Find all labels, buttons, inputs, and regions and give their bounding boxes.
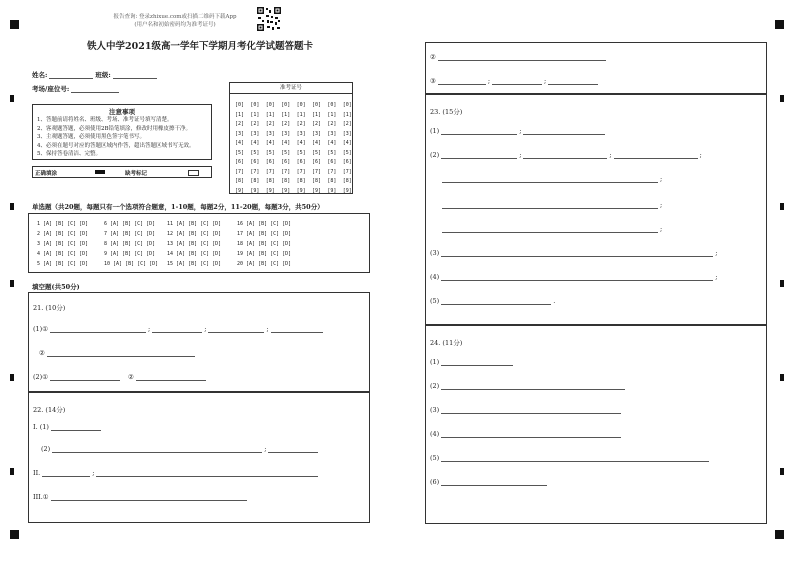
q24-part5: [430, 454, 711, 462]
exam-id-bubble[interactable]: [3]: [296, 130, 306, 137]
exam-id-column: [326, 101, 337, 196]
exam-id-bubble[interactable]: [3]: [234, 130, 245, 137]
q23-answer-2[interactable]: [523, 127, 605, 135]
exam-id-bubble[interactable]: [5]: [296, 149, 306, 156]
exam-id-bubble[interactable]: [8]: [234, 178, 245, 184]
mcq-item[interactable]: 20 [A] [B] [C] [D]: [237, 261, 292, 267]
exam-id-column: [265, 101, 276, 196]
exam-id-bubble[interactable]: [3]: [311, 130, 322, 137]
report-note-line2: (用户名和初始密码均为准考证号): [134, 22, 216, 28]
exam-id-bubble[interactable]: [2]: [311, 121, 322, 127]
continued-part2: [430, 53, 608, 61]
q24-part1-label: (1): [430, 358, 440, 366]
q22-part2: (2) ;: [41, 445, 320, 453]
continued-answer-3[interactable]: [492, 77, 542, 85]
q21-answer-6[interactable]: [50, 373, 120, 381]
timing-mark: [780, 374, 784, 381]
exam-id-bubble[interactable]: [6]: [296, 159, 306, 165]
name-class-row: [32, 70, 159, 79]
exam-id-bubble[interactable]: [7]: [234, 168, 245, 175]
q23-part4-label: (4): [430, 273, 440, 281]
q21-answer-1[interactable]: [50, 325, 146, 333]
exam-id-bubble[interactable]: [2]: [281, 121, 291, 127]
exam-id-bubble[interactable]: [1]: [296, 111, 306, 118]
exam-id-bubble[interactable]: [8]: [342, 178, 352, 184]
q23-answer-11[interactable]: [441, 297, 551, 305]
q23-answer-9[interactable]: [441, 249, 713, 257]
exam-id-column: [280, 101, 291, 196]
mcq-box: [28, 213, 370, 273]
q24-part4-label: (4): [430, 430, 440, 438]
q23-part5: (5) .: [430, 297, 556, 305]
exam-id-bubble[interactable]: [9]: [311, 187, 322, 194]
mcq-item[interactable]: 13 [A] [B] [C] [D]: [167, 241, 222, 247]
exam-id-bubble[interactable]: [1]: [250, 111, 260, 118]
exam-id-column: [249, 101, 260, 196]
q21-answer-2[interactable]: [152, 325, 202, 333]
notice-item: 1、答题前请将姓名、班级、考场、准考证号填写清楚。: [37, 117, 173, 123]
q23-part1: (1) ;: [430, 127, 607, 135]
q22-answer-4[interactable]: [42, 469, 90, 477]
q22-part3-label: II.: [33, 469, 41, 477]
timing-mark: [780, 468, 784, 475]
q23-answer-3[interactable]: [441, 151, 517, 159]
timing-mark: [780, 203, 784, 210]
exam-id-bubble[interactable]: [9]: [234, 187, 245, 194]
exam-id-bubble[interactable]: [3]: [281, 130, 291, 137]
mcq-heading: 单选题（共20题，每题只有一个选项符合题意，1-10题，每题2分，11-20题，每题3分，共50分）: [32, 203, 324, 211]
mcq-item[interactable]: 3 [A] [B] [C] [D]: [37, 241, 89, 247]
q23-part3: (3) ;: [430, 249, 718, 257]
exam-id-bubble[interactable]: [6]: [327, 159, 337, 165]
corner-mark-br: [775, 530, 784, 539]
exam-id-bubble[interactable]: [9]: [281, 187, 291, 194]
timing-mark: [10, 95, 14, 102]
q21-answer-7[interactable]: [136, 373, 206, 381]
exam-id-bubble[interactable]: [0]: [327, 102, 337, 108]
exam-id-bubble[interactable]: [0]: [265, 102, 275, 108]
mcq-item[interactable]: 5 [A] [B] [C] [D]: [37, 261, 89, 267]
exam-id-column: [234, 101, 245, 196]
exam-id-bubble[interactable]: [2]: [327, 121, 337, 127]
notice-box: [32, 104, 212, 160]
q22-answer-1[interactable]: [51, 423, 101, 431]
corner-mark-tl: [10, 20, 19, 29]
q24-part6-label: (6): [430, 478, 440, 486]
exam-id-bubble[interactable]: [5]: [311, 149, 322, 156]
exam-id-bubble[interactable]: [3]: [327, 130, 337, 137]
continued-answer-1[interactable]: [438, 53, 606, 61]
q23-answer-4[interactable]: [523, 151, 607, 159]
q24-box: [425, 325, 767, 524]
notice-list: [37, 116, 207, 159]
mcq-item[interactable]: 6 [A] [B] [C] [D]: [104, 221, 156, 227]
exam-id-bubble[interactable]: [2]: [342, 121, 352, 127]
mcq-item[interactable]: 18 [A] [B] [C] [D]: [237, 241, 292, 247]
room-row: [32, 84, 121, 93]
timing-mark: [10, 280, 14, 287]
q22-answer-6[interactable]: [51, 493, 247, 501]
exam-id-bubble[interactable]: [0]: [342, 102, 352, 108]
q24-part3-label: (3): [430, 406, 440, 414]
exam-id-bubble[interactable]: [4]: [265, 140, 275, 146]
exam-id-bubble[interactable]: [1]: [342, 111, 352, 118]
exam-id-bubble[interactable]: [2]: [234, 121, 245, 127]
mcq-item[interactable]: 12 [A] [B] [C] [D]: [167, 231, 222, 237]
q22-title: 22. (14分): [33, 406, 66, 414]
exam-id-bubble[interactable]: [4]: [327, 140, 337, 146]
q23-answer-1[interactable]: [441, 127, 517, 135]
mcq-item[interactable]: 7 [A] [B] [C] [D]: [104, 231, 156, 237]
mcq-item[interactable]: 8 [A] [B] [C] [D]: [104, 241, 156, 247]
notice-title: 注意事项: [109, 108, 135, 116]
exam-id-bubble[interactable]: [2]: [296, 121, 306, 127]
exam-id-bubble[interactable]: [8]: [311, 178, 322, 184]
notice-item: 2、客观题答题，必须使用2B铅笔填涂，修改时用橡皮擦干净。: [37, 125, 192, 132]
mcq-item[interactable]: 2 [A] [B] [C] [D]: [37, 231, 89, 237]
report-note-line1: 报告查询: 登录zhixue.com或扫描二维码下载App: [113, 14, 237, 20]
exam-id-bubble[interactable]: [7]: [342, 168, 352, 175]
mcq-item[interactable]: 1 [A] [B] [C] [D]: [37, 221, 89, 227]
q23-part2-label: (2): [430, 151, 440, 159]
q21-part3-label-b: ②: [128, 373, 134, 381]
correct-fill-sample: [95, 170, 105, 174]
q21-part1: (1)① ; ; ;: [33, 325, 325, 333]
exam-id-bubble[interactable]: [5]: [250, 149, 260, 156]
q22-answer-2[interactable]: [52, 445, 262, 453]
q21-part2-label: ②: [39, 349, 45, 357]
q23-title: 23. (15分): [430, 108, 463, 116]
mcq-item[interactable]: 16 [A] [B] [C] [D]: [237, 221, 292, 227]
q24-part2-label: (2): [430, 382, 440, 390]
q22-answer-5[interactable]: [96, 469, 318, 477]
exam-id-bubble[interactable]: [0]: [296, 102, 306, 108]
q22-part4: [33, 493, 249, 501]
notice-item: 5、保持答卷清洁、完整。: [37, 151, 102, 157]
exam-id-bubble[interactable]: [5]: [327, 149, 337, 156]
q21-answer-3[interactable]: [208, 325, 264, 333]
page-title: 铁人中学2021级高一学年下学期月考化学试题答题卡: [87, 41, 313, 52]
exam-id-bubble[interactable]: [7]: [281, 168, 291, 175]
exam-id-column: [296, 101, 307, 196]
exam-id-bubble[interactable]: [6]: [234, 159, 245, 165]
timing-mark: [10, 468, 14, 475]
continued-part2-label: ②: [430, 53, 436, 61]
absent-mark-label: 缺考标记: [125, 171, 148, 177]
q21-part1-label: (1)①: [33, 325, 49, 333]
exam-id-bubble[interactable]: [1]: [234, 111, 245, 118]
mcq-item[interactable]: 14 [A] [B] [C] [D]: [167, 251, 222, 257]
exam-id-bubble[interactable]: [7]: [296, 168, 306, 175]
exam-id-bubble[interactable]: [4]: [342, 140, 352, 146]
corner-mark-bl: [10, 530, 19, 539]
continued-answer-2[interactable]: [438, 77, 486, 85]
q21-part3: [33, 373, 208, 381]
exam-id-bubble[interactable]: [6]: [250, 159, 260, 165]
exam-id-label: 准考证号: [230, 83, 352, 94]
exam-id-bubble[interactable]: [9]: [265, 187, 275, 194]
mcq-item[interactable]: 4 [A] [B] [C] [D]: [37, 251, 89, 257]
exam-id-column: [311, 101, 322, 196]
exam-id-bubble[interactable]: [6]: [281, 159, 291, 165]
q21-part2: [39, 349, 197, 357]
q23-line-c: ;: [440, 225, 662, 233]
class-label: 班级:: [95, 71, 111, 79]
exam-id-bubble[interactable]: [5]: [265, 149, 275, 156]
exam-id-bubble[interactable]: [8]: [327, 178, 337, 184]
timing-mark: [780, 95, 784, 102]
q24-answer-3[interactable]: [441, 406, 621, 414]
exam-id-bubble[interactable]: [5]: [234, 149, 245, 156]
exam-id-bubble[interactable]: [3]: [342, 130, 352, 137]
exam-id-bubble[interactable]: [9]: [250, 187, 260, 194]
q22-part3: II. ;: [33, 469, 320, 477]
q23-part4: (4) ;: [430, 273, 718, 281]
exam-id-bubble[interactable]: [6]: [342, 159, 352, 165]
exam-id-bubble[interactable]: [9]: [296, 187, 306, 194]
exam-id-bubble[interactable]: [0]: [281, 102, 291, 108]
continued-part3-label: ③: [430, 77, 436, 85]
continued-part3: ③ ; ;: [430, 77, 600, 85]
room-label: 考场/座位号:: [32, 85, 70, 93]
timing-mark: [10, 374, 14, 381]
exam-id-bubble[interactable]: [8]: [281, 178, 291, 184]
exam-id-bubble[interactable]: [5]: [342, 149, 352, 156]
q21-answer-4[interactable]: [271, 325, 323, 333]
exam-id-bubble[interactable]: [6]: [311, 159, 322, 165]
timing-mark: [780, 280, 784, 287]
notice-item: 3、主观题答题，必须使用黑色签字笔书写。: [37, 134, 146, 140]
q24-answer-2[interactable]: [441, 382, 625, 390]
exam-id-bubble[interactable]: [1]: [311, 111, 322, 118]
correct-fill-label: 正确填涂: [35, 171, 58, 177]
q24-title: 24. (11分): [430, 339, 463, 347]
exam-id-bubble[interactable]: [5]: [281, 149, 291, 156]
exam-id-bubble[interactable]: [0]: [250, 102, 260, 108]
q21-box: [28, 292, 370, 392]
q22-continued-box: [425, 42, 767, 94]
mcq-item[interactable]: 19 [A] [B] [C] [D]: [237, 251, 292, 257]
name-field[interactable]: [49, 71, 93, 79]
exam-id-column: [342, 101, 353, 196]
q23-answer-7[interactable]: [442, 201, 658, 209]
q21-part3-label-a: (2)①: [33, 373, 49, 381]
exam-id-bubble[interactable]: [7]: [327, 168, 337, 175]
mcq-item[interactable]: 9 [A] [B] [C] [D]: [104, 251, 156, 257]
class-field[interactable]: [113, 71, 157, 79]
exam-id-bubble[interactable]: [9]: [327, 187, 337, 194]
q23-answer-8[interactable]: [442, 225, 658, 233]
exam-id-bubble[interactable]: [2]: [265, 121, 275, 127]
exam-id-bubble[interactable]: [1]: [281, 111, 291, 118]
room-field[interactable]: [71, 85, 119, 93]
q24-part5-label: (5): [430, 454, 440, 462]
q22-part1-label: I. (1): [33, 423, 49, 431]
exam-id-bubble[interactable]: [8]: [296, 178, 306, 184]
mcq-item[interactable]: 15 [A] [B] [C] [D]: [167, 261, 222, 267]
q23-part2: (2) ; ; ;: [430, 151, 702, 159]
exam-id-bubble[interactable]: [0]: [234, 102, 245, 108]
timing-mark: [10, 203, 14, 210]
q24-part3: [430, 406, 623, 414]
report-note: [110, 12, 240, 28]
q24-answer-6[interactable]: [441, 478, 547, 486]
mcq-item[interactable]: 10 [A] [B] [C] [D]: [104, 261, 159, 267]
q23-answer-10[interactable]: [441, 273, 713, 281]
q23-answer-6[interactable]: [442, 175, 658, 183]
corner-mark-tr: [775, 20, 784, 29]
q22-answer-3[interactable]: [268, 445, 318, 453]
exam-id-bubble[interactable]: [2]: [250, 121, 260, 127]
name-label: 姓名:: [32, 71, 48, 79]
exam-id-bubble[interactable]: [4]: [250, 140, 260, 146]
q23-part5-label: (5): [430, 297, 440, 305]
q22-part4-label: III.①: [33, 493, 49, 501]
exam-id-bubble[interactable]: [3]: [250, 130, 260, 137]
q23-part3-label: (3): [430, 249, 440, 257]
exam-id-bubble[interactable]: [8]: [265, 178, 275, 184]
q24-answer-1[interactable]: [441, 358, 513, 366]
exam-id-bubble[interactable]: [0]: [311, 102, 322, 108]
qr-code[interactable]: [256, 6, 282, 32]
exam-id-bubble[interactable]: [4]: [311, 140, 322, 146]
q24-part2: [430, 382, 627, 390]
q23-part1-label: (1): [430, 127, 440, 135]
absent-mark-checkbox[interactable]: [188, 170, 199, 176]
q22-box: [28, 392, 370, 523]
exam-id-bubble[interactable]: [4]: [234, 140, 245, 146]
q22-part2-label: (2): [41, 445, 51, 453]
exam-id-bubble[interactable]: [1]: [327, 111, 337, 118]
q24-part6: [430, 478, 549, 486]
exam-id-bubble[interactable]: [3]: [265, 130, 275, 137]
q23-line-a: ;: [440, 175, 662, 183]
exam-id-bubble[interactable]: [8]: [250, 178, 260, 184]
exam-id-bubble[interactable]: [1]: [265, 111, 275, 118]
q24-answer-5[interactable]: [441, 454, 709, 462]
q22-part1: [33, 423, 103, 431]
exam-id-bubble[interactable]: [7]: [250, 168, 260, 175]
mcq-item[interactable]: 11 [A] [B] [C] [D]: [167, 221, 222, 227]
q24-answer-4[interactable]: [441, 430, 621, 438]
q24-part4: [430, 430, 623, 438]
fill-blank-heading: 填空题(共50分): [32, 283, 80, 291]
mcq-item[interactable]: 17 [A] [B] [C] [D]: [237, 231, 292, 237]
notice-item: 4、必须在题号对应的答题区域内作答，超出答题区域书写无效。: [37, 142, 195, 149]
exam-id-bubble[interactable]: [7]: [311, 168, 322, 175]
q24-part1: [430, 358, 515, 366]
exam-id-bubble[interactable]: [4]: [296, 140, 306, 146]
exam-id-bubble[interactable]: [6]: [265, 159, 275, 165]
exam-id-bubble[interactable]: [4]: [281, 140, 291, 146]
q23-line-b: ;: [440, 201, 662, 209]
q21-title: 21. (10分): [33, 304, 66, 312]
q23-box: [425, 94, 767, 325]
q23-answer-5[interactable]: [614, 151, 698, 159]
fill-example-box: [32, 166, 212, 178]
q21-answer-5[interactable]: [47, 349, 195, 357]
exam-id-bubble[interactable]: [7]: [265, 168, 275, 175]
exam-id-bubble[interactable]: [9]: [342, 187, 352, 194]
continued-answer-4[interactable]: [548, 77, 598, 85]
exam-id-box: [229, 82, 353, 194]
